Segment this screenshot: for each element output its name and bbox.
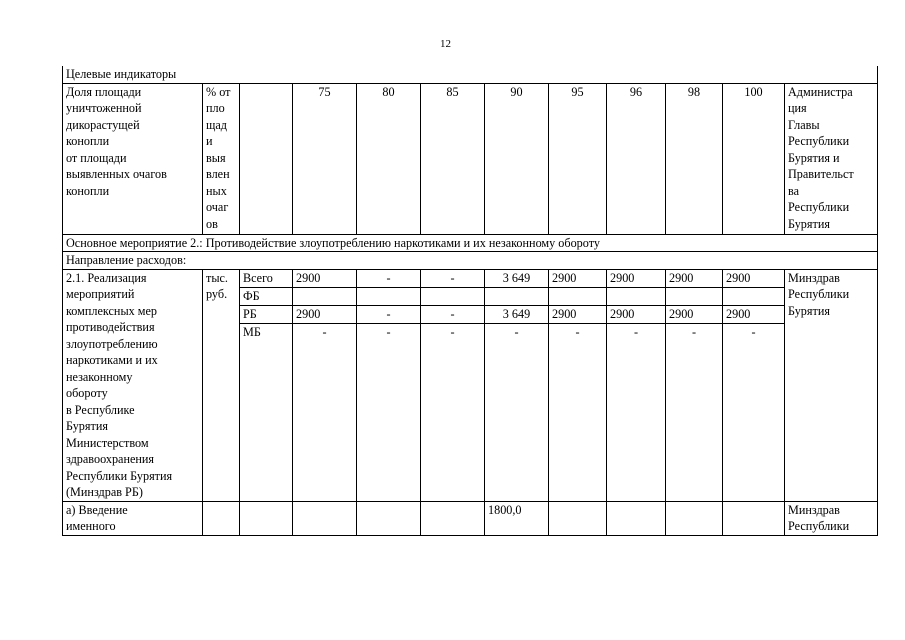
indicator-value: 85 bbox=[421, 83, 485, 234]
funding-value bbox=[357, 287, 421, 305]
sub-activity-value bbox=[607, 501, 666, 535]
funding-value: 2900 bbox=[293, 269, 357, 287]
funding-value: - bbox=[723, 323, 785, 501]
indicator-value: 98 bbox=[666, 83, 723, 234]
funding-value: - bbox=[549, 323, 607, 501]
funding-value bbox=[723, 287, 785, 305]
sub-activity-value bbox=[421, 501, 485, 535]
activity-2-1-unit: тыс. руб. bbox=[203, 269, 240, 501]
page-number: 12 bbox=[440, 38, 451, 50]
funding-value: 2900 bbox=[607, 269, 666, 287]
funding-source: Всего bbox=[240, 269, 293, 287]
funding-value: 2900 bbox=[293, 305, 357, 323]
indicator-value: 95 bbox=[549, 83, 607, 234]
indicator-value: 75 bbox=[293, 83, 357, 234]
funding-value: 2900 bbox=[549, 305, 607, 323]
funding-value: - bbox=[357, 305, 421, 323]
funding-value: - bbox=[666, 323, 723, 501]
funding-value: 3 649 bbox=[485, 269, 549, 287]
indicator-empty-cell bbox=[240, 83, 293, 234]
funding-source: МБ bbox=[240, 323, 293, 501]
activity-row-total bbox=[63, 269, 878, 287]
sub-activity-a-executor: Минздрав Республики bbox=[785, 501, 878, 535]
expense-direction-heading: Направление расходов: bbox=[63, 252, 878, 270]
sub-activity-a-source bbox=[240, 501, 293, 535]
activity-2-1-executor: Минздрав Республики Бурятия bbox=[785, 269, 878, 501]
funding-value: 2900 bbox=[723, 269, 785, 287]
funding-value bbox=[293, 287, 357, 305]
main-activity-heading: Основное мероприятие 2.: Противодействие злоупотреблению наркотиками и их незаконному обороту bbox=[63, 234, 878, 252]
sub-activity-a-name: а) Введение именного bbox=[63, 501, 203, 535]
indicator-row bbox=[63, 83, 878, 234]
sub-activity-value: 1800,0 bbox=[485, 501, 549, 535]
funding-value: - bbox=[421, 305, 485, 323]
funding-source: РБ bbox=[240, 305, 293, 323]
funding-value: 2900 bbox=[549, 269, 607, 287]
funding-value bbox=[485, 287, 549, 305]
funding-value bbox=[607, 287, 666, 305]
sub-activity-a-row bbox=[63, 501, 878, 535]
funding-value bbox=[666, 287, 723, 305]
program-table bbox=[62, 66, 878, 536]
funding-value: - bbox=[421, 323, 485, 501]
funding-value: - bbox=[485, 323, 549, 501]
funding-value: 3 649 bbox=[485, 305, 549, 323]
indicator-executor: Администра ция Главы Республики Бурятия и Правительст ва Республики Бурятия bbox=[785, 83, 878, 234]
indicator-value: 96 bbox=[607, 83, 666, 234]
funding-value: 2900 bbox=[607, 305, 666, 323]
funding-value: - bbox=[607, 323, 666, 501]
funding-value: - bbox=[293, 323, 357, 501]
expense-direction-row bbox=[63, 252, 878, 270]
funding-value: 2900 bbox=[666, 269, 723, 287]
sub-activity-value bbox=[549, 501, 607, 535]
funding-value bbox=[421, 287, 485, 305]
funding-source: ФБ bbox=[240, 287, 293, 305]
funding-value: - bbox=[357, 323, 421, 501]
funding-value: 2900 bbox=[666, 305, 723, 323]
indicator-value: 100 bbox=[723, 83, 785, 234]
indicator-value: 90 bbox=[485, 83, 549, 234]
funding-value bbox=[549, 287, 607, 305]
funding-value: 2900 bbox=[723, 305, 785, 323]
indicator-value: 80 bbox=[357, 83, 421, 234]
sub-activity-a-unit bbox=[203, 501, 240, 535]
sub-activity-value bbox=[293, 501, 357, 535]
activity-2-1-name: 2.1. Реализация мероприятий комплексных мер противодействия злоупотреблению наркотиками и их незаконному обороту в Республике Бурятия Министерством здравоохранения Республики Бурятия (Минздрав РБ) bbox=[63, 269, 203, 501]
section-targets-heading: Целевые индикаторы bbox=[63, 66, 878, 83]
sub-activity-value bbox=[357, 501, 421, 535]
sub-activity-value bbox=[723, 501, 785, 535]
funding-value: - bbox=[421, 269, 485, 287]
funding-value: - bbox=[357, 269, 421, 287]
indicator-unit: % от пло щад и выя влен ных очаг ов bbox=[203, 83, 240, 234]
main-activity-row bbox=[63, 234, 878, 252]
indicator-name: Доля площади уничтоженной дикорастущей конопли от площади выявленных очагов конопли bbox=[63, 83, 203, 234]
section-targets-row bbox=[63, 66, 878, 83]
sub-activity-value bbox=[666, 501, 723, 535]
